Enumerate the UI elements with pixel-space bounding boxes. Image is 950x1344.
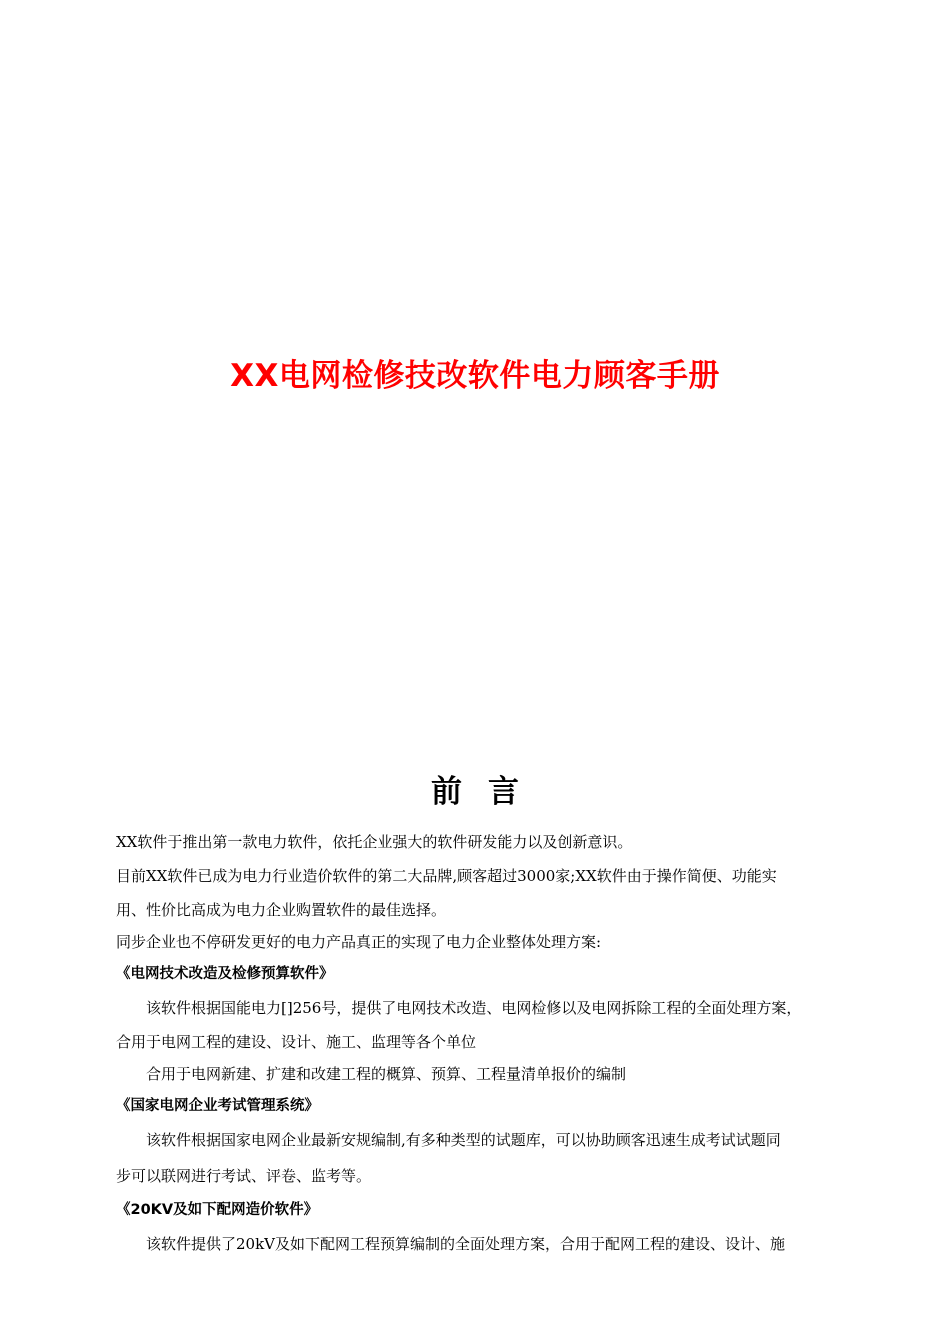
product-heading-exam-system: 《国家电网企业考试管理系统》 xyxy=(116,1098,319,1114)
product-line: 该软件根据国能电力[]256号，提供了电网技术改造、电网检修以及电网拆除工程的全面处理方案， xyxy=(146,999,802,1017)
document-title: XX电网检修技改软件电力顾客手册 xyxy=(230,358,720,394)
product-line: 该软件提供了20kV及如下配网工程预算编制的全面处理方案，合用于配网工程的建设、设计、施 xyxy=(146,1235,786,1253)
product-line: 步可以联网进行考试、评卷、监考等。 xyxy=(116,1167,372,1185)
document-body xyxy=(116,826,868,1262)
product-line: 合用于电网工程的建设、设计、施工、监理等各个单位 xyxy=(116,1033,477,1051)
paragraph-brand-line-2: 用、性价比高成为电力企业购置软件的最佳选择。 xyxy=(116,901,447,919)
product-heading-distribution-cost: 《20KV及如下配网造价软件》 xyxy=(116,1202,319,1218)
section-title-preface: 前言 xyxy=(431,774,545,810)
product-line: 合用于电网新建、扩建和改建工程的概算、预算、工程量清单报价的编制 xyxy=(146,1065,627,1083)
paragraph-solution: 同步企业也不停研发更好的电力产品真正的实现了电力企业整体处理方案: xyxy=(116,933,602,951)
paragraph-brand-line-1: 目前XX软件已成为电力行业造价软件的第二大品牌,顾客超过3000家;XX软件由于操作简便、功能实 xyxy=(116,867,777,885)
product-line: 该软件根据国家电网企业最新安规编制,有多种类型的试题库，可以协助顾客迅速生成考试试题同 xyxy=(146,1131,781,1149)
product-heading-grid-retrofit: 《电网技术改造及检修预算软件》 xyxy=(116,966,334,982)
paragraph-intro: XX软件于推出第一款电力软件，依托企业强大的软件研发能力以及创新意识。 xyxy=(116,833,633,851)
